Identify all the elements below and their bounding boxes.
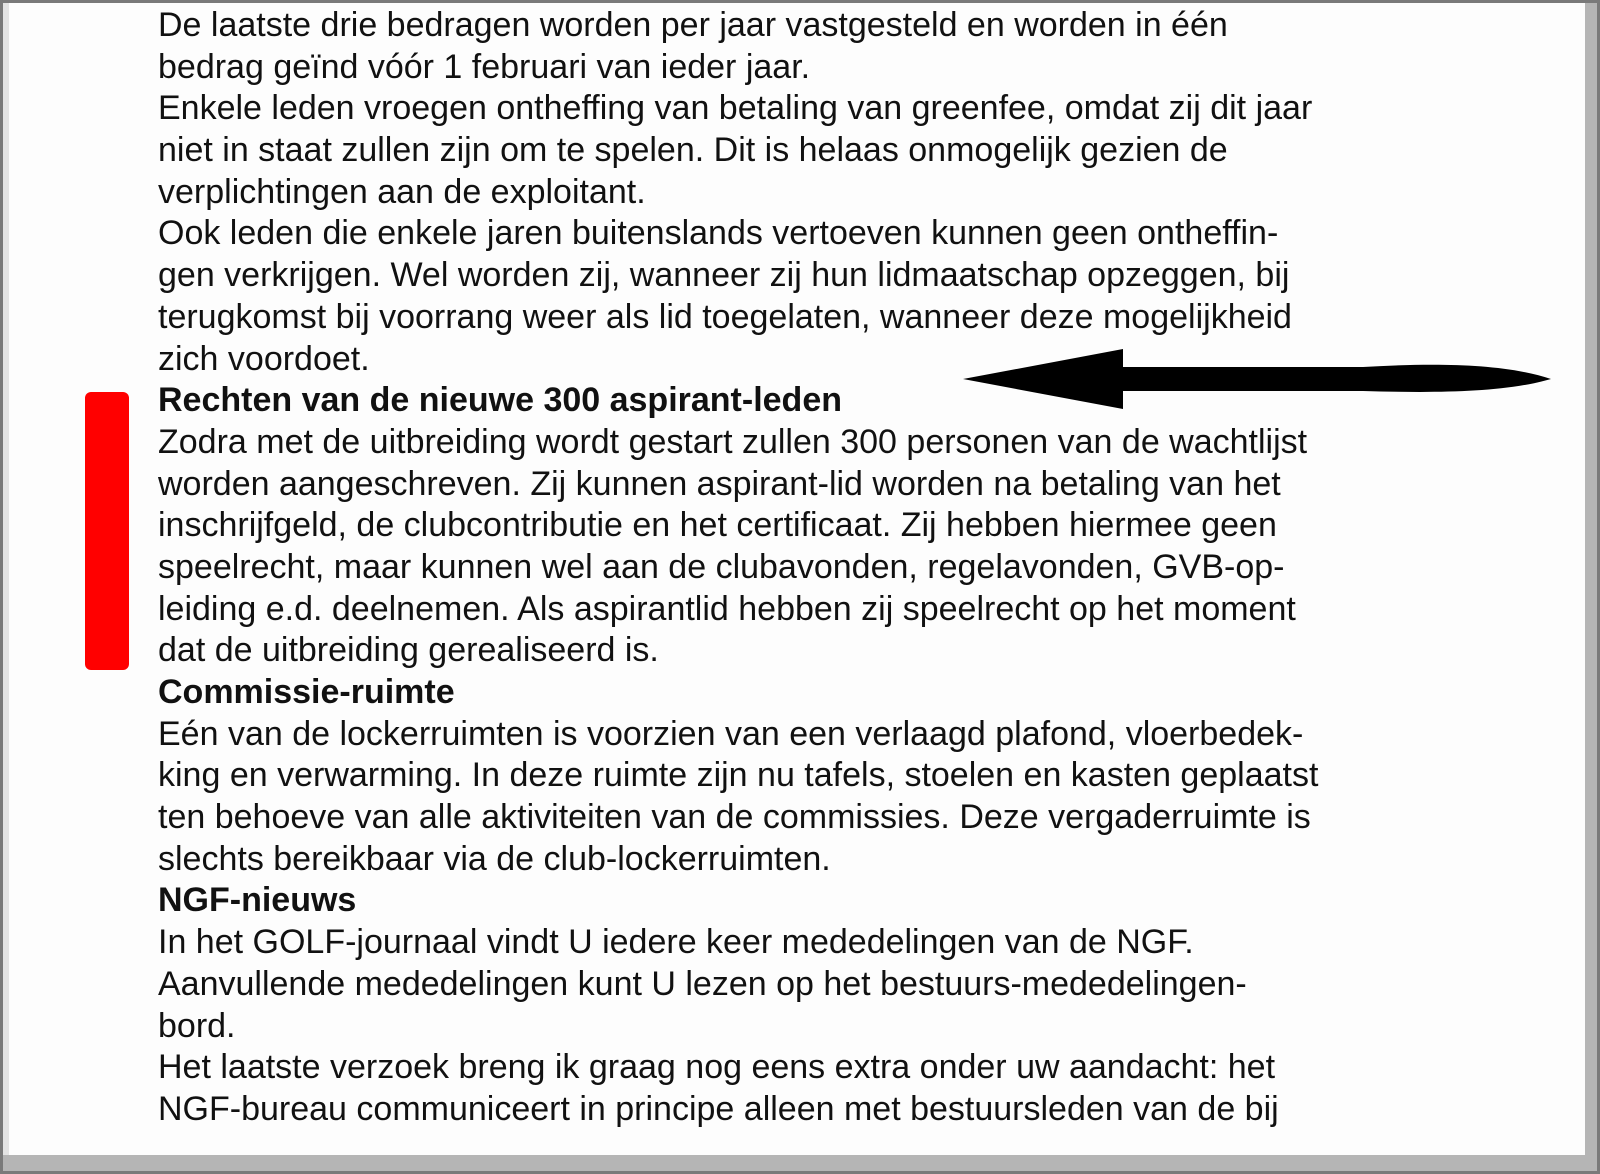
- document-text: [158, 5, 1488, 1131]
- text-line: bord.: [158, 1006, 236, 1045]
- text-line: worden aangeschreven. Zij kunnen aspirant-lid worden na betaling van het: [158, 464, 1281, 503]
- section-heading: Commissie-ruimte: [158, 673, 455, 711]
- text-line: Ook leden die enkele jaren buitenslands vertoeven kunnen geen ontheffin-: [158, 214, 1279, 253]
- text-line: leiding e.d. deelnemen. Als aspirantlid hebben zij speelrecht op het moment: [158, 589, 1296, 628]
- text-line: verplichtingen aan de exploitant.: [158, 172, 646, 211]
- text-line: Aanvullende mededelingen kunt U lezen op het bestuurs-mededelingen-: [158, 964, 1247, 1003]
- text-line: speelrecht, maar kunnen wel aan de clubavonden, regelavonden, GVB-op-: [158, 547, 1285, 586]
- text-line: inschrijfgeld, de clubcontributie en het certificaat. Zij hebben hiermee geen: [158, 506, 1277, 545]
- text-line: In het GOLF-journaal vindt U iedere keer mededelingen van de NGF.: [158, 923, 1194, 962]
- text-line: Eén van de lockerruimten is voorzien van een verlaagd plafond, vloerbedek-: [158, 714, 1304, 753]
- text-line: De laatste drie bedragen worden per jaar vastgesteld en worden in één: [158, 6, 1228, 44]
- text-line: terugkomst bij voorrang weer als lid toegelaten, wanneer deze mogelijkheid: [158, 297, 1292, 336]
- text-line: king en verwarming. In deze ruimte zijn nu tafels, stoelen en kasten geplaatst: [158, 756, 1319, 795]
- text-line: niet in staat zullen zijn om te spelen. Dit is helaas onmogelijk gezien de: [158, 131, 1228, 170]
- section-heading: NGF-nieuws: [158, 881, 357, 920]
- text-line: dat de uitbreiding gerealiseerd is.: [158, 631, 659, 670]
- text-line: NGF-bureau communiceert in principe alleen met bestuursleden van de bij: [158, 1089, 1279, 1128]
- text-line: zich voordoet.: [158, 339, 370, 378]
- text-line: gen verkrijgen. Wel worden zij, wanneer zij hun lidmaatschap opzeggen, bij: [158, 256, 1290, 295]
- red-highlight-bar: [85, 392, 129, 670]
- section-heading: Rechten van de nieuwe 300 aspirant-leden: [158, 381, 843, 420]
- text-line: bedrag geïnd vóór 1 februari van ieder jaar.: [158, 47, 811, 86]
- text-line: slechts bereikbaar via de club-lockerruimten.: [158, 839, 831, 878]
- text-line: Het laatste verzoek breng ik graag nog eens extra onder uw aandacht: het: [158, 1048, 1276, 1087]
- text-line: Enkele leden vroegen ontheffing van betaling van greenfee, omdat zij dit jaar: [158, 89, 1313, 128]
- text-line: ten behoeve van alle aktiviteiten van de commissies. Deze vergaderruimte is: [158, 798, 1311, 837]
- text-line: Zodra met de uitbreiding wordt gestart zullen 300 personen van de wachtlijst: [158, 422, 1308, 461]
